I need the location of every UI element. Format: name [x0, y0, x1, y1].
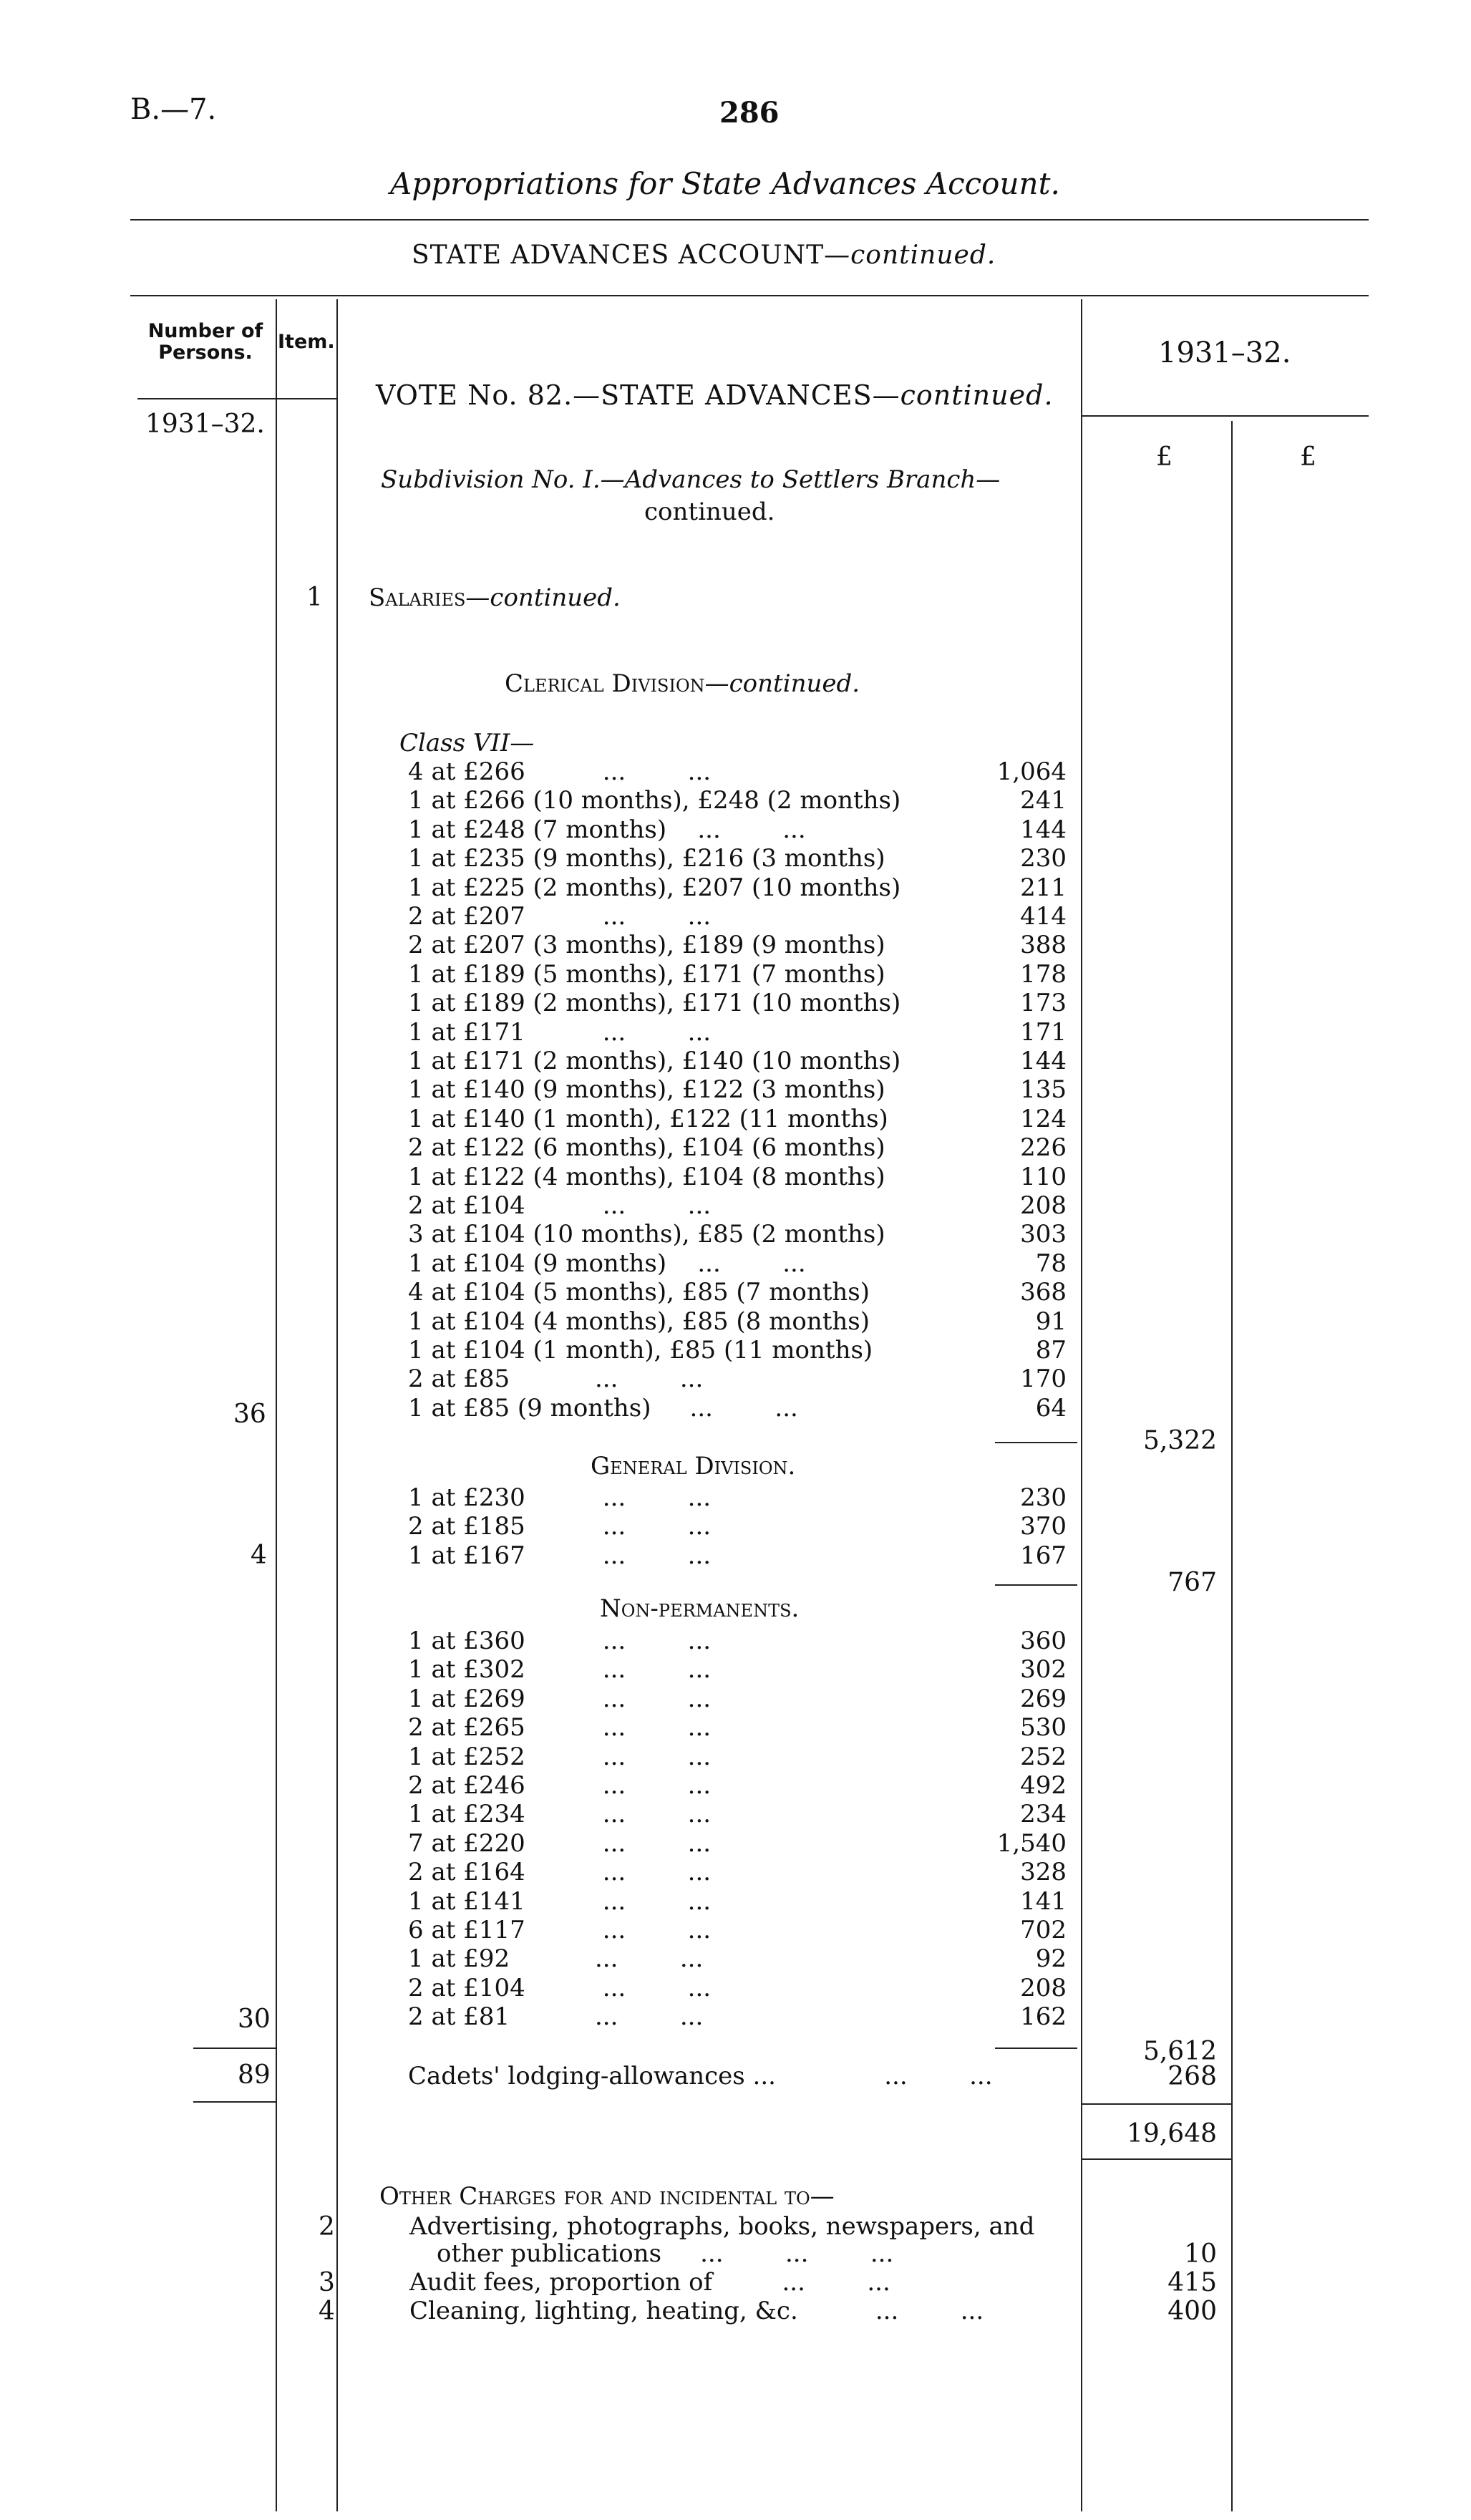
nonperm-row — [0, 1944, 1471, 1972]
clerical-row — [0, 989, 1471, 1016]
clerical-row-amount: 388 — [1020, 931, 1067, 960]
clerical-row — [0, 1249, 1471, 1276]
clerical-row — [0, 1336, 1471, 1363]
page-reference: B.—7. — [130, 93, 217, 126]
currency-symbol-1: £ — [1156, 442, 1173, 472]
clerical-row-amount: 368 — [1020, 1278, 1067, 1307]
subdivision-line1: Subdivision No. I.—Advances to Settlers Branch— — [381, 465, 1001, 494]
nonperm-row-description: 2 at £104 ... ... — [408, 1973, 712, 2002]
nonperm-row — [0, 1743, 1471, 1770]
nonperm-row-amount: 141 — [1020, 1886, 1067, 1916]
item-2-line1: Advertising, photographs, books, newspapers, and — [409, 2212, 1035, 2241]
clerical-row-description: 2 at £207 ... ... — [408, 902, 712, 931]
vote-title — [376, 379, 1054, 411]
clerical-row-description: 4 at £104 (5 months), £85 (7 months) — [408, 1278, 870, 1307]
nonperm-row-description: 1 at £269 ... ... — [408, 1684, 712, 1713]
item-2-line2: other publications ... ... ... — [437, 2239, 894, 2268]
clerical-subtotal: 5,322 — [1142, 1426, 1217, 1455]
clerical-row-description: 2 at £207 (3 months), £189 (9 months) — [408, 931, 885, 960]
nonperm-row-amount: 162 — [1020, 2002, 1067, 2032]
clerical-row-description: 1 at £171 ... ... — [408, 1017, 712, 1047]
nonperm-row-description: 2 at £164 ... ... — [408, 1858, 712, 1887]
general-row-description: 1 at £230 ... ... — [408, 1483, 712, 1512]
header-item: Item. — [278, 331, 335, 353]
nonperm-row-description: 1 at £141 ... ... — [408, 1886, 712, 1916]
account-title — [412, 241, 996, 270]
nonperm-row — [0, 1771, 1471, 1798]
clerical-row-description: 1 at £248 (7 months) ... ... — [408, 815, 806, 844]
clerical-row-description: 3 at £104 (10 months), £85 (2 months) — [408, 1220, 885, 1249]
nonperm-row-description: 2 at £265 ... ... — [408, 1713, 712, 1743]
salaries-total-rule — [1081, 2103, 1231, 2105]
header-underline-right — [1081, 415, 1369, 417]
col-divider-amounts — [1231, 421, 1233, 2511]
persons-total: 89 — [238, 2060, 271, 2090]
clerical-row — [0, 815, 1471, 843]
other-charges-heading: Other Charges for and incidental to— — [379, 2182, 835, 2211]
nonperm-sum-rule — [995, 2048, 1077, 2049]
clerical-row-amount: 173 — [1020, 989, 1067, 1018]
clerical-row-amount: 1,064 — [996, 757, 1067, 786]
general-subtotal: 767 — [1167, 1568, 1217, 1597]
clerical-row-description: 1 at £171 (2 months), £140 (10 months) — [408, 1047, 901, 1075]
item-2-number: 2 — [319, 2212, 335, 2242]
clerical-row-description: 2 at £85 ... ... — [408, 1365, 704, 1394]
item-4-line1: Cleaning, lighting, heating, &c. ... ... — [409, 2297, 984, 2325]
clerical-row-amount: 178 — [1020, 959, 1067, 989]
header-year-left: 1931–32. — [145, 410, 265, 439]
nonperm-row — [0, 1858, 1471, 1885]
nonperm-row-description: 6 at £117 ... ... — [408, 1916, 712, 1944]
table-top-rule — [130, 295, 1369, 296]
clerical-row-amount: 414 — [1020, 902, 1067, 931]
clerical-row-amount: 170 — [1020, 1365, 1067, 1394]
nonperm-row — [0, 1800, 1471, 1827]
clerical-row — [0, 1163, 1471, 1190]
nonperm-row-description: 7 at £220 ... ... — [408, 1828, 712, 1858]
nonperm-row-amount: 269 — [1020, 1684, 1067, 1713]
nonperm-row-amount: 360 — [1020, 1627, 1067, 1655]
clerical-row-amount: 171 — [1020, 1017, 1067, 1047]
nonperm-row-description: 1 at £360 ... ... — [408, 1627, 712, 1655]
clerical-row — [0, 873, 1471, 901]
clerical-row — [0, 902, 1471, 929]
general-sum-rule — [995, 1584, 1077, 1586]
clerical-row-amount: 78 — [1035, 1249, 1067, 1278]
account-title-main: STATE ADVANCES ACCOUNT — [412, 241, 825, 270]
persons-total-rule-top — [193, 2048, 276, 2049]
persons-total-rule-bottom — [193, 2101, 276, 2103]
clerical-row — [0, 1394, 1471, 1421]
general-row — [0, 1541, 1471, 1569]
clerical-row — [0, 1220, 1471, 1247]
page-title: Appropriations for State Advances Account. — [390, 166, 1060, 201]
clerical-row-description: 1 at £225 (2 months), £207 (10 months) — [408, 873, 901, 902]
clerical-row-description: 1 at £104 (9 months) ... ... — [408, 1249, 806, 1278]
clerical-row-amount: 124 — [1020, 1104, 1067, 1133]
nonperm-persons: 30 — [238, 2005, 271, 2034]
nonperm-row-description: 1 at £252 ... ... — [408, 1742, 712, 1771]
item-3-amount: 415 — [1167, 2268, 1217, 2297]
header-number-of-persons — [137, 321, 273, 364]
clerical-row-amount: 64 — [1035, 1393, 1067, 1423]
currency-symbol-2: £ — [1300, 442, 1316, 472]
general-heading: General Division. — [591, 1452, 796, 1480]
clerical-row-amount: 91 — [1035, 1307, 1067, 1336]
clerical-row — [0, 960, 1471, 987]
clerical-row-amount: 241 — [1020, 786, 1067, 815]
nonperm-row-description: 2 at £246 ... ... — [408, 1771, 712, 1800]
clerical-heading-label: Clerical Division — [505, 669, 705, 698]
nonperm-row-amount: 492 — [1020, 1771, 1067, 1800]
header-number-of-persons-label: Number of Persons. — [147, 320, 263, 364]
item-3-line1: Audit fees, proportion of ... ... — [409, 2268, 890, 2297]
clerical-row — [0, 786, 1471, 813]
nonperm-row — [0, 1974, 1471, 2001]
clerical-row-amount: 144 — [1020, 1047, 1067, 1075]
general-row-amount: 167 — [1020, 1541, 1067, 1570]
clerical-row-description: 1 at £189 (5 months), £171 (7 months) — [408, 959, 885, 989]
nonperm-row — [0, 1655, 1471, 1685]
clerical-row-description: 1 at £122 (4 months), £104 (8 months) — [408, 1162, 885, 1191]
nonperm-row-description: 1 at £302 ... ... — [408, 1655, 712, 1685]
item-4-number: 4 — [319, 2297, 335, 2326]
header-year-right: 1931–32. — [1158, 336, 1291, 369]
general-row-amount: 230 — [1020, 1483, 1067, 1512]
clerical-row — [0, 1018, 1471, 1045]
general-persons: 4 — [251, 1541, 267, 1570]
cadets-amount: 268 — [1167, 2062, 1217, 2091]
clerical-row — [0, 1105, 1471, 1132]
clerical-row — [0, 844, 1471, 871]
vote-title-main: VOTE No. 82.—STATE ADVANCES — [376, 379, 873, 411]
clerical-row-description: 1 at £85 (9 months) ... ... — [408, 1393, 798, 1423]
clerical-row — [0, 1365, 1471, 1392]
nonperm-row-amount: 1,540 — [996, 1828, 1067, 1858]
clerical-row — [0, 1133, 1471, 1163]
nonperm-row-amount: 234 — [1020, 1800, 1067, 1829]
nonperm-row — [0, 2002, 1471, 2030]
clerical-row — [0, 931, 1471, 958]
nonperm-row-amount: 302 — [1020, 1655, 1067, 1685]
class-label: Class VII— — [399, 729, 535, 757]
clerical-row-description: 1 at £140 (1 month), £122 (11 months) — [408, 1104, 888, 1133]
clerical-row-description: 1 at £104 (4 months), £85 (8 months) — [408, 1307, 870, 1336]
item-2-amount: 10 — [1184, 2239, 1217, 2269]
nonperm-row-description: 2 at £81 ... ... — [408, 2002, 704, 2032]
clerical-row-amount: 144 — [1020, 815, 1067, 844]
clerical-row-description: 4 at £266 ... ... — [408, 757, 712, 786]
clerical-row-amount: 87 — [1035, 1336, 1067, 1365]
nonperm-row — [0, 1887, 1471, 1914]
salaries-total: 19,648 — [1127, 2119, 1217, 2148]
clerical-row-amount: 211 — [1020, 873, 1067, 902]
clerical-row — [0, 757, 1471, 785]
nonperm-row — [0, 1713, 1471, 1743]
header-underline-left — [137, 398, 336, 399]
nonperm-row-amount: 530 — [1020, 1713, 1067, 1743]
clerical-row-amount: 135 — [1020, 1075, 1067, 1105]
clerical-row-description: 1 at £189 (2 months), £171 (10 months) — [408, 989, 901, 1018]
clerical-row-amount: 226 — [1020, 1133, 1067, 1163]
clerical-row-description: 1 at £104 (1 month), £85 (11 months) — [408, 1336, 873, 1365]
clerical-row-description: 1 at £235 (9 months), £216 (3 months) — [408, 844, 885, 873]
clerical-sum-rule — [995, 1442, 1077, 1443]
clerical-heading — [505, 669, 860, 698]
clerical-row-amount: 303 — [1020, 1220, 1067, 1249]
item-4-amount: 400 — [1167, 2297, 1217, 2326]
nonperm-subtotal: 5,612 — [1142, 2037, 1217, 2066]
clerical-row-description: 1 at £140 (9 months), £122 (3 months) — [408, 1075, 885, 1105]
nonperm-row — [0, 1829, 1471, 1856]
item-3-number: 3 — [319, 2268, 335, 2297]
cadets-description: Cadets' lodging-allowances ... ... ... — [408, 2062, 993, 2090]
general-row-amount: 370 — [1020, 1512, 1067, 1541]
salaries-heading — [369, 583, 621, 612]
nonperm-row-amount: 328 — [1020, 1858, 1067, 1887]
salaries-total-rule-bottom — [1081, 2158, 1231, 2160]
clerical-row-amount: 208 — [1020, 1191, 1067, 1220]
nonperm-row — [0, 1627, 1471, 1654]
salaries-item-number: 1 — [306, 583, 323, 612]
nonperm-row-amount: 92 — [1035, 1944, 1067, 1974]
general-row — [0, 1512, 1471, 1539]
nonperm-row-amount: 702 — [1020, 1916, 1067, 1944]
title-rule — [130, 219, 1369, 220]
clerical-row-amount: 110 — [1020, 1162, 1067, 1191]
clerical-row-description: 1 at £266 (10 months), £248 (2 months) — [408, 786, 901, 815]
general-row-description: 2 at £185 ... ... — [408, 1512, 712, 1541]
vote-title-suffix: —continued. — [872, 379, 1054, 411]
general-row-description: 1 at £167 ... ... — [408, 1541, 712, 1570]
clerical-row — [0, 1278, 1471, 1305]
subdivision-line2: continued. — [644, 498, 775, 526]
salaries-heading-label: Salaries — [369, 583, 466, 612]
clerical-row — [0, 1191, 1471, 1218]
nonperm-row-description: 1 at £92 ... ... — [408, 1944, 704, 1974]
nonperm-row-description: 1 at £234 ... ... — [408, 1800, 712, 1829]
clerical-row-description: 2 at £104 ... ... — [408, 1191, 712, 1220]
clerical-heading-suffix: —continued. — [704, 669, 860, 698]
general-row — [0, 1483, 1471, 1511]
clerical-persons: 36 — [233, 1400, 266, 1429]
clerical-row-description: 2 at £122 (6 months), £104 (6 months) — [408, 1133, 885, 1163]
clerical-row-amount: 230 — [1020, 844, 1067, 873]
nonperm-row — [0, 1685, 1471, 1712]
nonperm-row — [0, 1916, 1471, 1943]
clerical-row — [0, 1047, 1471, 1074]
clerical-row — [0, 1075, 1471, 1105]
salaries-heading-suffix: —continued. — [465, 583, 621, 612]
page-number: 286 — [719, 96, 780, 130]
clerical-row — [0, 1307, 1471, 1334]
nonperm-row-amount: 208 — [1020, 1973, 1067, 2002]
nonperm-row-amount: 252 — [1020, 1742, 1067, 1771]
nonperm-heading: Non-permanents. — [600, 1594, 800, 1623]
account-title-suffix: —continued. — [824, 241, 996, 270]
